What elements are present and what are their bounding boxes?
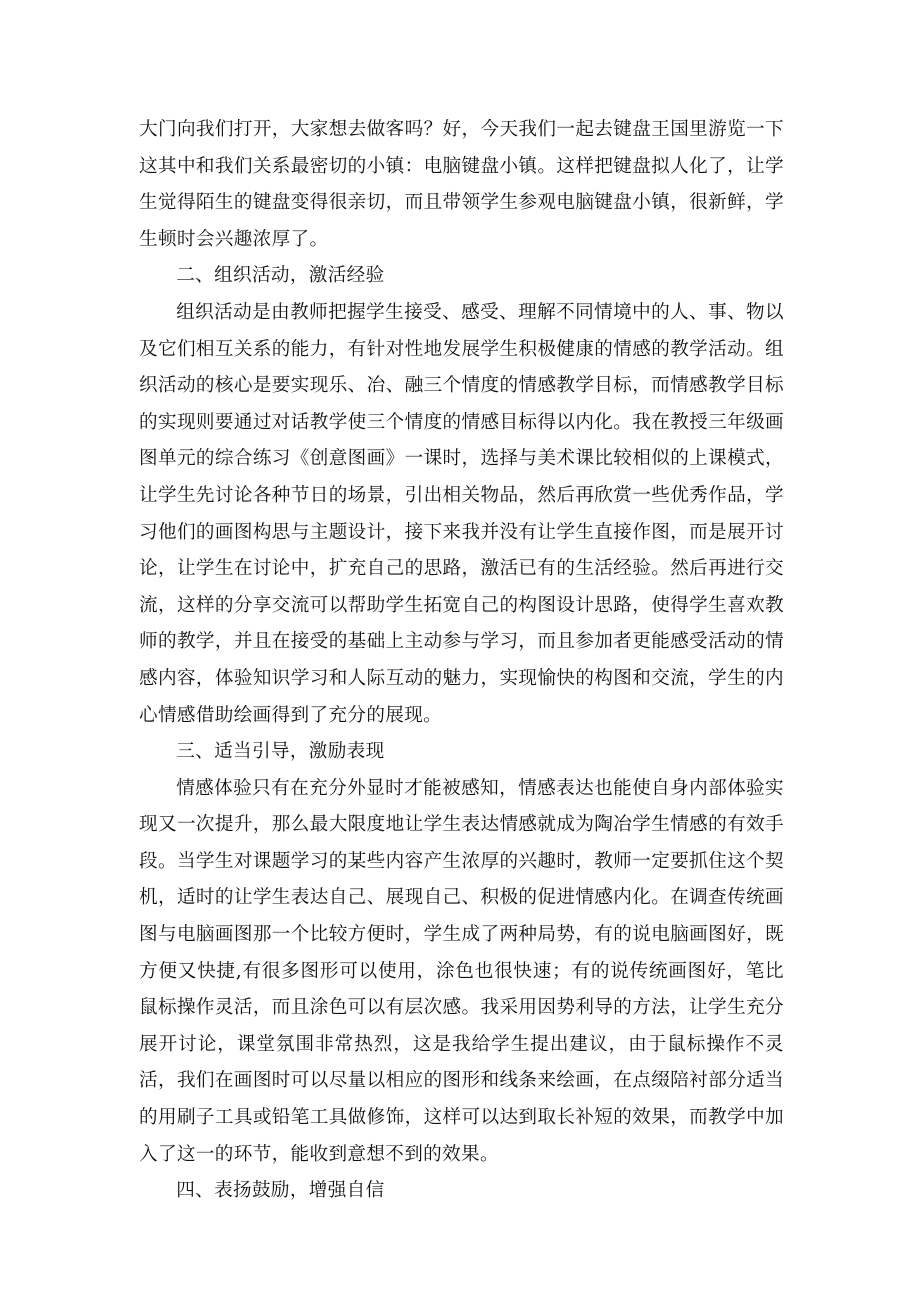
paragraph-organize-activity: 组织活动是由教师把握学生接受、感受、理解不同情境中的人、事、物以及它们相互关系的能力，有针对性地发展学生积极健康的情感的教学活动。组织活动的核心是要实现乐、冶、融三个情度的情感教学目标，而情感教学目标的实现则要通过对话教学使三个情度的情感目标得以内化。我在教授三年级画图单元的综合练习《创意图画》一课时，选择与美术课比较相似的上课模式，让学生先讨论各种节日的场景，引出相关物品，然后再欣赏一些优秀作品，学习他们的画图构思与主题设计，接下来我并没有让学生直接作图，而是展开讨论，让学生在讨论中，扩充自己的思路，激活已有的生活经验。然后再进行交流，这样的分享交流可以帮助学生拓宽自己的构图设计思路，使得学生喜欢教师的教学，并且在接受的基础上主动参与学习，而且参加者更能感受活动的情感内容，体验知识学习和人际互动的魅力，实现愉快的构图和交流，学生的内心情感借助绘画得到了充分的展现。 — [139, 301, 784, 726]
section-heading-2: 二、组织活动，激活经验 — [176, 265, 385, 287]
document-body — [139, 112, 784, 1210]
section-heading-4: 四、表扬鼓励，增强自信 — [176, 1180, 385, 1202]
section-heading-3: 三、适当引导，激励表现 — [176, 741, 385, 763]
paragraph-guidance: 情感体验只有在充分外显时才能被感知，情感表达也能使自身内部体验实现又一次提升，那么最大限度地让学生表达情感就成为陶冶学生情感的有效手段。当学生对课题学习的某些内容产生浓厚的兴趣时，教师一定要抓住这个契机，适时的让学生表达自己、展现自己、积极的促进情感内化。在调查传统画图与电脑画图那一个比较方便时，学生成了两种局势，有的说电脑画图好，既方便又快捷,有很多图形可以使用，涂色也很快速；有的说传统画图好，笔比鼠标操作灵活，而且涂色可以有层次感。我采用因势利导的方法，让学生充分展开讨论，课堂氛围非常热烈，这是我给学生提出建议，由于鼠标操作不灵活，我们在画图时可以尽量以相应的图形和线条来绘画，在点缀陪衬部分适当的用刷子工具或铅笔工具做修饰，这样可以达到取长补短的效果，而教学中加入了这一的环节，能收到意想不到的效果。 — [139, 777, 784, 1165]
paragraph-intro-continued: 大门向我们打开，大家想去做客吗？好，今天我们一起去键盘王国里游览一下这其中和我们关系最密切的小镇：电脑键盘小镇。这样把键盘拟人化了，让学生觉得陌生的键盘变得很亲切，而且带领学生参观电脑键盘小镇，很新鲜，学生顿时会兴趣浓厚了。 — [139, 119, 784, 250]
